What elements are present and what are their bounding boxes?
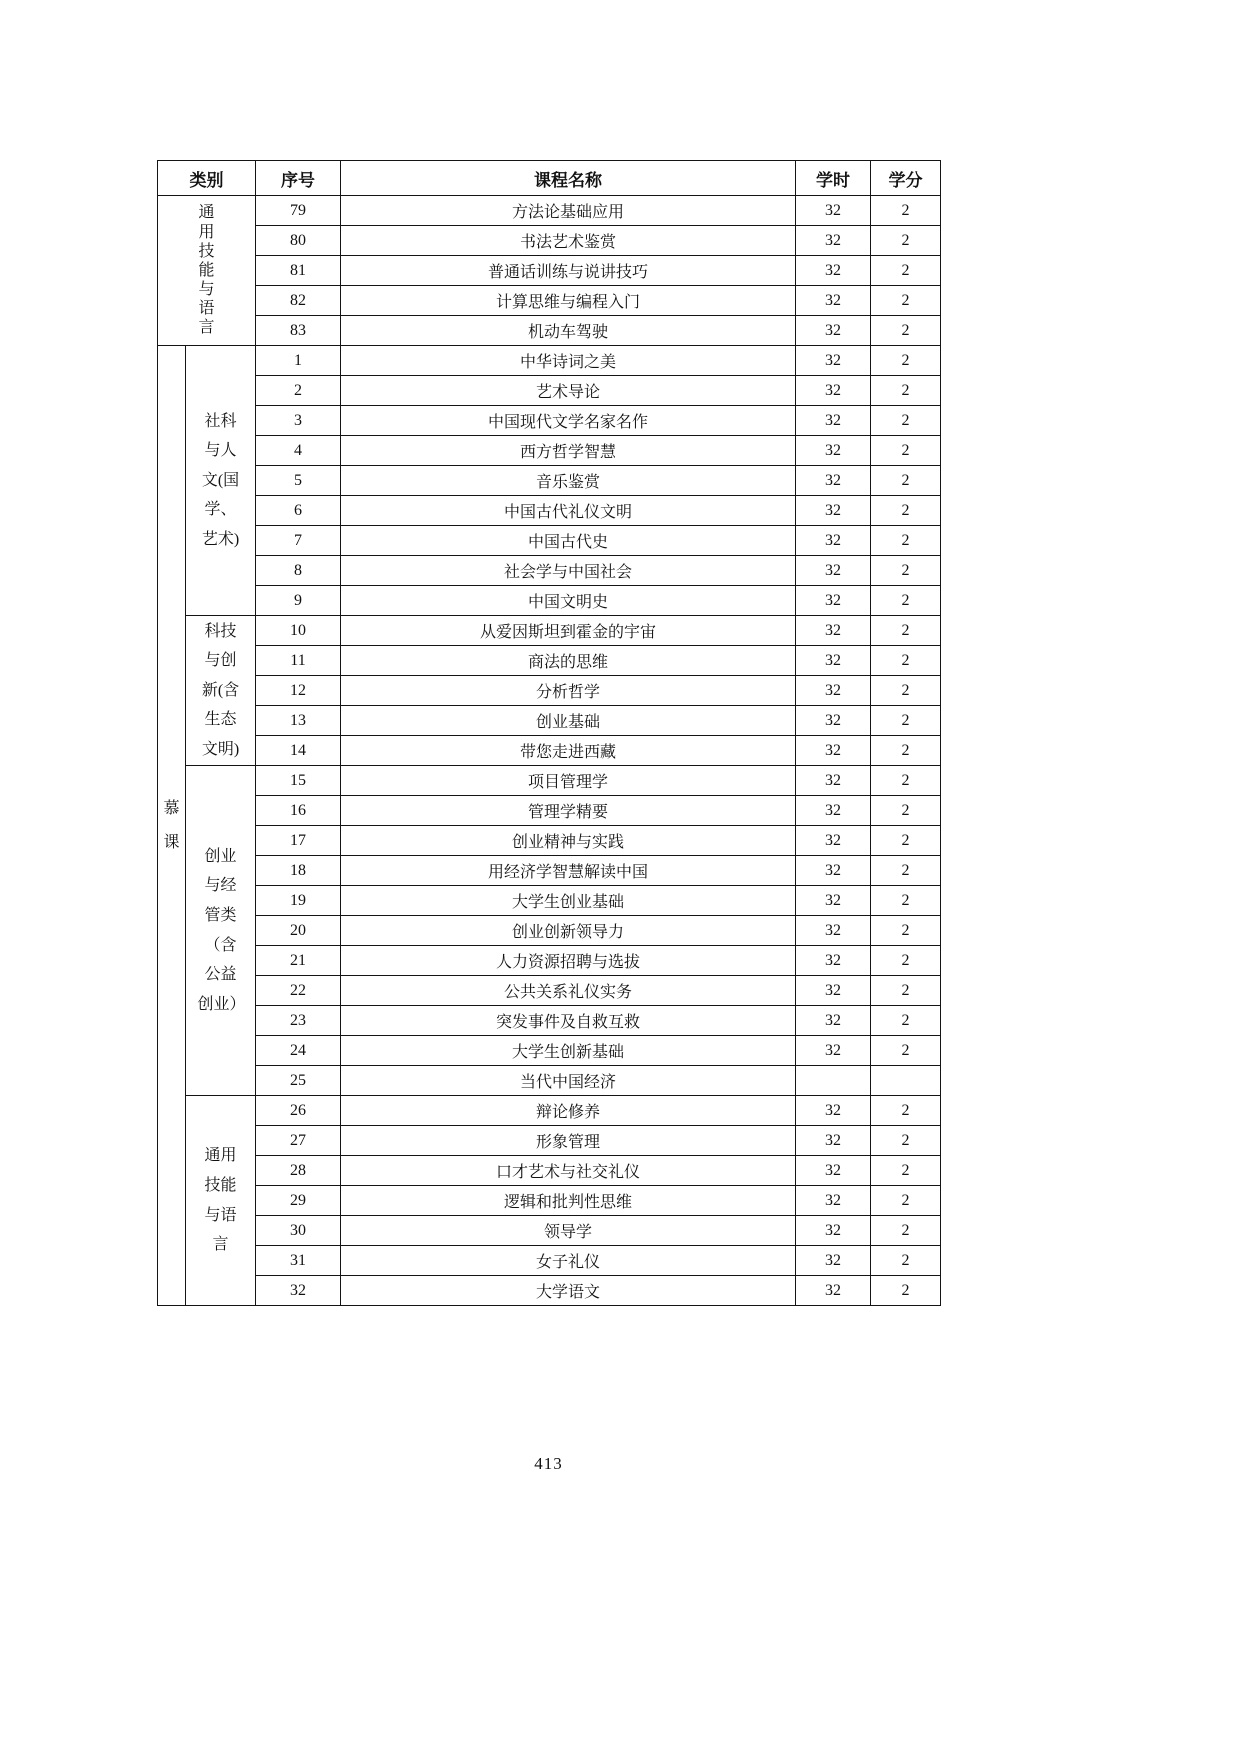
table-row bbox=[158, 916, 941, 946]
course-hours-cell: 32 bbox=[796, 406, 871, 436]
course-no-cell: 15 bbox=[256, 766, 341, 796]
course-name-cell: 中国古代礼仪文明 bbox=[341, 496, 796, 526]
course-name-cell: 中国文明史 bbox=[341, 586, 796, 616]
course-no-cell: 17 bbox=[256, 826, 341, 856]
course-name-cell: 从爱因斯坦到霍金的宇宙 bbox=[341, 616, 796, 646]
course-credits-cell bbox=[871, 1066, 941, 1096]
course-hours-cell: 32 bbox=[796, 766, 871, 796]
course-no-cell: 13 bbox=[256, 706, 341, 736]
course-no-cell: 80 bbox=[256, 226, 341, 256]
category-vertical-label: 慕课 bbox=[163, 799, 180, 851]
course-hours-cell: 32 bbox=[796, 526, 871, 556]
course-no-cell: 81 bbox=[256, 256, 341, 286]
course-name-cell: 项目管理学 bbox=[341, 766, 796, 796]
course-credits-cell: 2 bbox=[871, 286, 941, 316]
course-no-cell: 24 bbox=[256, 1036, 341, 1066]
course-credits-cell: 2 bbox=[871, 886, 941, 916]
course-credits-cell: 2 bbox=[871, 1246, 941, 1276]
course-credits-cell: 2 bbox=[871, 196, 941, 226]
course-hours-cell: 32 bbox=[796, 706, 871, 736]
course-hours-cell: 32 bbox=[796, 1006, 871, 1036]
course-hours-cell: 32 bbox=[796, 976, 871, 1006]
course-credits-cell: 2 bbox=[871, 436, 941, 466]
course-name-cell: 中国现代文学名家名作 bbox=[341, 406, 796, 436]
header-credits: 学分 bbox=[871, 161, 941, 196]
course-name-cell: 中华诗词之美 bbox=[341, 346, 796, 376]
course-hours-cell: 32 bbox=[796, 916, 871, 946]
course-hours-cell: 32 bbox=[796, 676, 871, 706]
course-hours-cell: 32 bbox=[796, 1156, 871, 1186]
course-name-cell: 计算思维与编程入门 bbox=[341, 286, 796, 316]
course-credits-cell: 2 bbox=[871, 316, 941, 346]
course-credits-cell: 2 bbox=[871, 976, 941, 1006]
course-hours-cell: 32 bbox=[796, 1186, 871, 1216]
course-name-cell: 大学语文 bbox=[341, 1276, 796, 1306]
course-credits-cell: 2 bbox=[871, 1036, 941, 1066]
course-name-cell: 中国古代史 bbox=[341, 526, 796, 556]
course-credits-cell: 2 bbox=[871, 256, 941, 286]
table-row bbox=[158, 976, 941, 1006]
course-no-cell: 22 bbox=[256, 976, 341, 1006]
course-credits-cell: 2 bbox=[871, 796, 941, 826]
course-credits-cell: 2 bbox=[871, 466, 941, 496]
course-no-cell: 16 bbox=[256, 796, 341, 826]
course-hours-cell: 32 bbox=[796, 346, 871, 376]
course-credits-cell: 2 bbox=[871, 1216, 941, 1246]
table-row bbox=[158, 556, 941, 586]
course-hours-cell: 32 bbox=[796, 796, 871, 826]
course-no-cell: 2 bbox=[256, 376, 341, 406]
course-hours-cell: 32 bbox=[796, 616, 871, 646]
course-no-cell: 7 bbox=[256, 526, 341, 556]
subcategory-label: 创业与经管类（含公益创业） bbox=[197, 847, 246, 1013]
table-row bbox=[158, 1216, 941, 1246]
table-row bbox=[158, 466, 941, 496]
course-name-cell: 女子礼仪 bbox=[341, 1246, 796, 1276]
course-name-cell: 机动车驾驶 bbox=[341, 316, 796, 346]
course-credits-cell: 2 bbox=[871, 526, 941, 556]
course-hours-cell: 32 bbox=[796, 646, 871, 676]
course-credits-cell: 2 bbox=[871, 676, 941, 706]
course-name-cell: 公共关系礼仪实务 bbox=[341, 976, 796, 1006]
course-no-cell: 14 bbox=[256, 736, 341, 766]
table-row bbox=[158, 676, 941, 706]
course-hours-cell: 32 bbox=[796, 556, 871, 586]
course-no-cell: 21 bbox=[256, 946, 341, 976]
header-hours: 学时 bbox=[796, 161, 871, 196]
course-name-cell: 商法的思维 bbox=[341, 646, 796, 676]
course-name-cell: 逻辑和批判性思维 bbox=[341, 1186, 796, 1216]
header-no: 序号 bbox=[256, 161, 341, 196]
course-no-cell: 31 bbox=[256, 1246, 341, 1276]
course-no-cell: 9 bbox=[256, 586, 341, 616]
course-hours-cell: 32 bbox=[796, 286, 871, 316]
category-vertical-label: 通用技能与语言 bbox=[198, 204, 215, 337]
course-credits-cell: 2 bbox=[871, 1156, 941, 1186]
course-no-cell: 79 bbox=[256, 196, 341, 226]
course-no-cell: 25 bbox=[256, 1066, 341, 1096]
table-row bbox=[158, 886, 941, 916]
course-credits-cell: 2 bbox=[871, 736, 941, 766]
course-table bbox=[157, 160, 941, 1306]
course-name-cell: 带您走进西藏 bbox=[341, 736, 796, 766]
table-row bbox=[158, 436, 941, 466]
course-name-cell: 书法艺术鉴赏 bbox=[341, 226, 796, 256]
page-number: 413 bbox=[534, 1454, 563, 1473]
table-row bbox=[158, 1126, 941, 1156]
course-credits-cell: 2 bbox=[871, 706, 941, 736]
table-row bbox=[158, 1276, 941, 1306]
course-name-cell: 创业精神与实践 bbox=[341, 826, 796, 856]
course-name-cell: 用经济学智慧解读中国 bbox=[341, 856, 796, 886]
course-hours-cell: 32 bbox=[796, 826, 871, 856]
course-credits-cell: 2 bbox=[871, 496, 941, 526]
course-name-cell: 管理学精要 bbox=[341, 796, 796, 826]
table-row bbox=[158, 706, 941, 736]
course-no-cell: 26 bbox=[256, 1096, 341, 1126]
subcategory-label: 科技与创新(含生态文明) bbox=[201, 622, 240, 758]
course-credits-cell: 2 bbox=[871, 1186, 941, 1216]
table-row bbox=[158, 826, 941, 856]
course-credits-cell: 2 bbox=[871, 1096, 941, 1126]
course-name-cell: 口才艺术与社交礼仪 bbox=[341, 1156, 796, 1186]
header-course: 课程名称 bbox=[341, 161, 796, 196]
course-name-cell: 形象管理 bbox=[341, 1126, 796, 1156]
course-no-cell: 32 bbox=[256, 1276, 341, 1306]
table-row bbox=[158, 376, 941, 406]
course-name-cell: 分析哲学 bbox=[341, 676, 796, 706]
course-hours-cell bbox=[796, 1066, 871, 1096]
course-credits-cell: 2 bbox=[871, 1126, 941, 1156]
course-hours-cell: 32 bbox=[796, 1126, 871, 1156]
course-no-cell: 29 bbox=[256, 1186, 341, 1216]
subcategory-cell bbox=[186, 1096, 256, 1306]
course-hours-cell: 32 bbox=[796, 1096, 871, 1126]
table-row bbox=[158, 346, 941, 376]
table-row bbox=[158, 856, 941, 886]
category-cell bbox=[158, 196, 256, 346]
course-no-cell: 11 bbox=[256, 646, 341, 676]
course-hours-cell: 32 bbox=[796, 1276, 871, 1306]
course-credits-cell: 2 bbox=[871, 556, 941, 586]
course-no-cell: 18 bbox=[256, 856, 341, 886]
course-hours-cell: 32 bbox=[796, 856, 871, 886]
course-no-cell: 1 bbox=[256, 346, 341, 376]
course-credits-cell: 2 bbox=[871, 616, 941, 646]
course-credits-cell: 2 bbox=[871, 826, 941, 856]
table-row bbox=[158, 1246, 941, 1276]
table-row bbox=[158, 1156, 941, 1186]
course-no-cell: 3 bbox=[256, 406, 341, 436]
course-hours-cell: 32 bbox=[796, 376, 871, 406]
course-no-cell: 12 bbox=[256, 676, 341, 706]
course-hours-cell: 32 bbox=[796, 496, 871, 526]
course-name-cell: 西方哲学智慧 bbox=[341, 436, 796, 466]
course-hours-cell: 32 bbox=[796, 436, 871, 466]
course-no-cell: 19 bbox=[256, 886, 341, 916]
content-area bbox=[157, 160, 940, 1474]
course-name-cell: 创业基础 bbox=[341, 706, 796, 736]
table-row bbox=[158, 736, 941, 766]
course-hours-cell: 32 bbox=[796, 1246, 871, 1276]
course-hours-cell: 32 bbox=[796, 586, 871, 616]
table-row bbox=[158, 256, 941, 286]
course-name-cell: 方法论基础应用 bbox=[341, 196, 796, 226]
course-name-cell: 普通话训练与说讲技巧 bbox=[341, 256, 796, 286]
course-hours-cell: 32 bbox=[796, 736, 871, 766]
course-hours-cell: 32 bbox=[796, 1036, 871, 1066]
course-credits-cell: 2 bbox=[871, 376, 941, 406]
course-name-cell: 大学生创新基础 bbox=[341, 1036, 796, 1066]
course-name-cell: 音乐鉴赏 bbox=[341, 466, 796, 496]
course-no-cell: 4 bbox=[256, 436, 341, 466]
course-no-cell: 28 bbox=[256, 1156, 341, 1186]
course-no-cell: 5 bbox=[256, 466, 341, 496]
course-credits-cell: 2 bbox=[871, 406, 941, 436]
course-hours-cell: 32 bbox=[796, 946, 871, 976]
course-credits-cell: 2 bbox=[871, 766, 941, 796]
subcategory-cell bbox=[186, 616, 256, 766]
course-no-cell: 30 bbox=[256, 1216, 341, 1246]
course-credits-cell: 2 bbox=[871, 916, 941, 946]
table-row bbox=[158, 616, 941, 646]
course-hours-cell: 32 bbox=[796, 196, 871, 226]
table-header-row bbox=[158, 161, 941, 196]
course-hours-cell: 32 bbox=[796, 886, 871, 916]
subcategory-cell bbox=[186, 766, 256, 1096]
table-row bbox=[158, 286, 941, 316]
course-name-cell: 领导学 bbox=[341, 1216, 796, 1246]
course-no-cell: 6 bbox=[256, 496, 341, 526]
course-no-cell: 83 bbox=[256, 316, 341, 346]
course-name-cell: 突发事件及自救互救 bbox=[341, 1006, 796, 1036]
course-no-cell: 82 bbox=[256, 286, 341, 316]
course-hours-cell: 32 bbox=[796, 226, 871, 256]
table-row bbox=[158, 226, 941, 256]
course-credits-cell: 2 bbox=[871, 1006, 941, 1036]
table-row bbox=[158, 316, 941, 346]
course-no-cell: 23 bbox=[256, 1006, 341, 1036]
table-row bbox=[158, 526, 941, 556]
subcategory-cell bbox=[186, 346, 256, 616]
course-credits-cell: 2 bbox=[871, 646, 941, 676]
table-row bbox=[158, 946, 941, 976]
course-credits-cell: 2 bbox=[871, 1276, 941, 1306]
course-credits-cell: 2 bbox=[871, 346, 941, 376]
course-name-cell: 人力资源招聘与选拔 bbox=[341, 946, 796, 976]
course-name-cell: 社会学与中国社会 bbox=[341, 556, 796, 586]
table-row bbox=[158, 1006, 941, 1036]
table-row bbox=[158, 646, 941, 676]
category-cell bbox=[158, 346, 186, 1306]
course-hours-cell: 32 bbox=[796, 466, 871, 496]
subcategory-label: 社科与人文(国学、艺术) bbox=[201, 412, 240, 548]
table-row bbox=[158, 1066, 941, 1096]
table-row bbox=[158, 196, 941, 226]
course-name-cell: 当代中国经济 bbox=[341, 1066, 796, 1096]
table-row bbox=[158, 586, 941, 616]
course-credits-cell: 2 bbox=[871, 226, 941, 256]
course-credits-cell: 2 bbox=[871, 586, 941, 616]
table-row bbox=[158, 406, 941, 436]
course-no-cell: 20 bbox=[256, 916, 341, 946]
table-row bbox=[158, 496, 941, 526]
course-hours-cell: 32 bbox=[796, 316, 871, 346]
course-name-cell: 大学生创业基础 bbox=[341, 886, 796, 916]
course-hours-cell: 32 bbox=[796, 1216, 871, 1246]
course-no-cell: 10 bbox=[256, 616, 341, 646]
course-name-cell: 艺术导论 bbox=[341, 376, 796, 406]
course-hours-cell: 32 bbox=[796, 256, 871, 286]
course-no-cell: 8 bbox=[256, 556, 341, 586]
course-credits-cell: 2 bbox=[871, 856, 941, 886]
course-name-cell: 创业创新领导力 bbox=[341, 916, 796, 946]
course-no-cell: 27 bbox=[256, 1126, 341, 1156]
table-row bbox=[158, 796, 941, 826]
table-row bbox=[158, 1186, 941, 1216]
header-category: 类别 bbox=[158, 161, 256, 196]
course-name-cell: 辩论修养 bbox=[341, 1096, 796, 1126]
table-row bbox=[158, 1036, 941, 1066]
subcategory-label: 通用技能与语言 bbox=[204, 1147, 237, 1254]
course-table-body bbox=[158, 161, 941, 1306]
table-row bbox=[158, 1096, 941, 1126]
table-row bbox=[158, 766, 941, 796]
course-credits-cell: 2 bbox=[871, 946, 941, 976]
